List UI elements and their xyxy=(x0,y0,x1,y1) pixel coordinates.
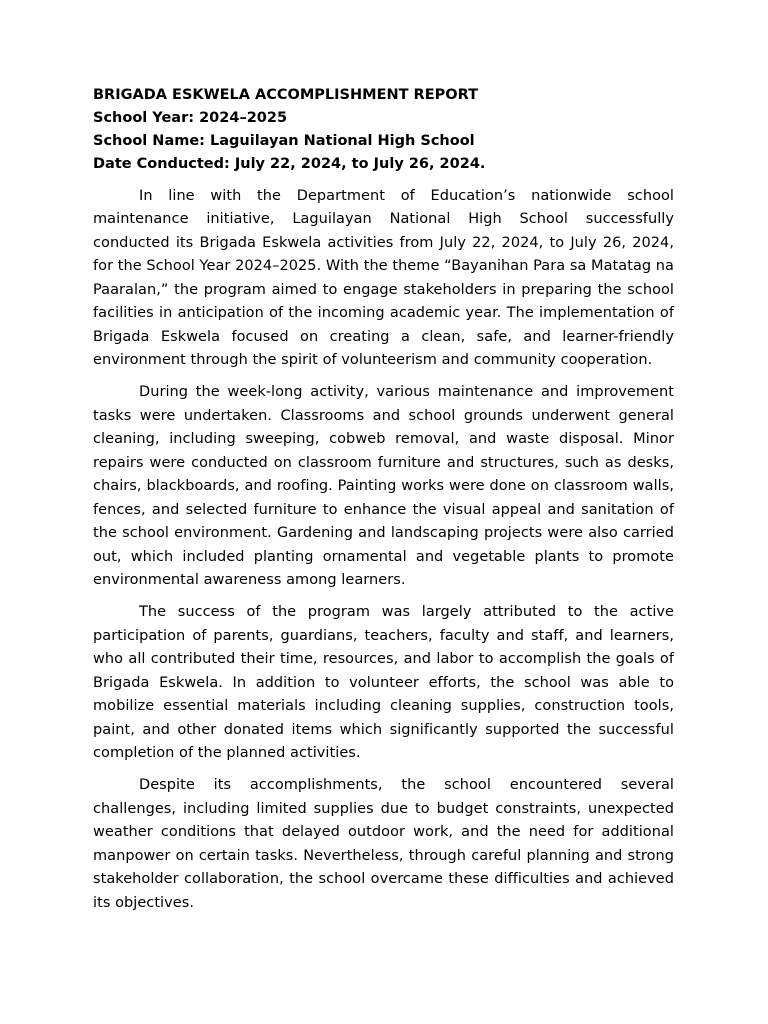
school-name: School Name: Laguilayan National High School xyxy=(93,133,475,149)
paragraph-challenges: Despite its accomplishments, the school encountered several challenges, including limited supplies due to budget constraints, unexpected weather conditions that delayed outdoor work, and the need for additional manpower on certain tasks. Nevertheless, through careful planning and strong stakeholder collaboration, the school overcame these difficulties and achieved its objectives. xyxy=(93,777,674,911)
paragraph-activities: During the week-long activity, various maintenance and improvement tasks were undertaken. Classrooms and school grounds underwent general cleaning, including sweeping, cobweb removal, and waste disposal. Minor repairs were conducted on classroom furniture and structures, such as desks, chairs, blackboards, and roofing. Painting works were done on classroom walls, fences, and selected furniture to enhance the visual appeal and sanitation of the school environment. Gardening and landscaping projects were also carried out, which included planting ornamental and vegetable plants to promote environmental awareness among learners. xyxy=(93,384,674,588)
paragraph-participation: The success of the program was largely attributed to the active participation of parents, guardians, teachers, faculty and staff, and learners, who all contributed their time, resources, and labor to accomplish the goals of Brigada Eskwela. In addition to volunteer efforts, the school was able to mobilize essential materials including cleaning supplies, construction tools, paint, and other donated items which significantly supported the successful completion of the planned activities. xyxy=(93,604,674,761)
school-year: School Year: 2024–2025 xyxy=(93,110,288,126)
paragraph-introduction: In line with the Department of Education’s nationwide school maintenance initiative, Laguilayan National High School successfully conducted its Brigada Eskwela activities from July 22, 2024, to July 26, 2024, for the School Year 2024–2025. With the theme “Bayanihan Para sa Matatag na Paaralan,” the program aimed to engage stakeholders in preparing the school facilities in anticipation of the incoming academic year. The implementation of Brigada Eskwela focused on creating a clean, safe, and learner-friendly environment through the spirit of volunteerism and community cooperation. xyxy=(93,187,674,368)
report-header xyxy=(93,84,674,176)
document-page xyxy=(93,84,674,915)
date-conducted: Date Conducted: July 22, 2024, to July 26, 2024. xyxy=(93,156,486,172)
report-body xyxy=(93,185,674,916)
report-title: BRIGADA ESKWELA ACCOMPLISHMENT REPORT xyxy=(93,87,478,103)
